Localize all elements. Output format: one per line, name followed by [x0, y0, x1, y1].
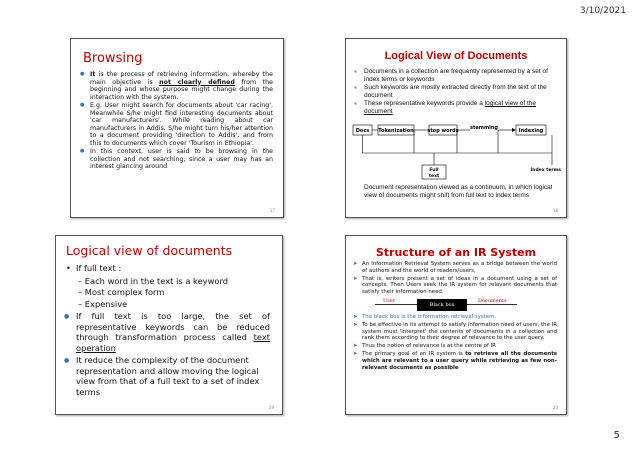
bullet-text: If full text is too large, the set of representative keywords can be reduced through transformation process called	[76, 311, 270, 342]
stopwords-label: stop words	[427, 128, 459, 134]
bullet-text: The primary goal of an IR system is	[362, 350, 466, 357]
bullet-item: ➤ The black box is the information retrieval system.	[353, 314, 557, 321]
print-date: 3/10/2021	[579, 6, 626, 16]
docs-label: Docs	[355, 128, 370, 134]
bullet-item: ➤ Thus the notion of relevance is at the centre of IR	[353, 343, 557, 350]
bullet-text: from the beginning and whose purpose might change during the interaction with the system.	[90, 78, 273, 101]
bullet-item: ● In this context, user is said to be browsing in the collection and not searching, since a user may has an interest glancing around	[79, 148, 273, 171]
slide-logical-view	[345, 38, 567, 218]
bold-text: to retrieve all the documents which are relevant to a user query while retrieving as few non-relevant documents as possible	[362, 350, 558, 371]
slide-body	[353, 261, 557, 372]
connector-line	[375, 304, 417, 305]
slide-body	[79, 71, 273, 172]
black-box: Black box	[417, 299, 467, 311]
bullet-item	[79, 71, 273, 101]
bullet-item	[64, 311, 270, 353]
slide-logical-view-2	[55, 235, 283, 415]
sub-bullet-item: – Each word in the text is a keyword	[78, 275, 228, 286]
slide-body	[354, 68, 554, 116]
bullet-item	[354, 100, 554, 116]
black-box-diagram	[353, 298, 557, 312]
sub-bullet-item: – Most complex form	[78, 287, 165, 297]
slide-title: Logical View of Documents	[384, 50, 528, 62]
slide-browsing	[70, 38, 284, 218]
tokenization-label: Tokenization	[378, 128, 414, 134]
slide-number: 20	[552, 405, 558, 410]
slide-number: 17	[269, 208, 275, 213]
bullet-item: ● E.g. User might search for documents about 'car racing'. Meanwhile S/he might find interesting documents about 'car manufacturers'. While reading about car manufacturers in Addis, S/he might turn his/her attention to a document providing 'direction to Addis', and from this to documents which cover 'Tourism in Ethiopia'.	[79, 102, 273, 147]
bullet-item: ➤ An Information Retrieval System serves as a bridge between the world of authors and the world of readers/users,	[353, 261, 557, 275]
bold-lead: It	[90, 71, 96, 78]
bullet-text: is the process of retrieving information, whereby the main objective is	[90, 71, 273, 86]
slide-title: Structure of an IR System	[375, 246, 537, 259]
slide-title: Logical view of documents	[66, 243, 233, 258]
slide-title: Browsing	[83, 51, 143, 66]
arrowhead	[512, 128, 516, 132]
slide-ir-structure	[345, 235, 567, 415]
slide-number: 19	[268, 405, 274, 410]
bullet-item: ● It reduce the complexity of the document representation and allow moving the logical view from that of a full text to a set of index terms	[64, 355, 270, 397]
underlined-term: text operation	[76, 332, 270, 353]
user-label: User	[383, 297, 396, 304]
slide-body	[64, 263, 270, 397]
page-number: 5	[613, 430, 620, 441]
bullet-item: ➤ That is, writers present a set of ideas in a document using a set of concepts. Then Users seek the IR system for relevant documents that satisfy their information need.	[353, 276, 557, 296]
indexterms-label: Index terms	[530, 168, 561, 173]
underlined-term: logical view of the document	[364, 100, 536, 115]
bullet-item: Document representation viewed as a continuum, in which logical view of documents might shift from full text to index terms	[364, 184, 553, 199]
fulltext-label-1: Full	[429, 168, 439, 173]
bullet-item: • If full text :	[64, 263, 270, 274]
stemming-label: stemming	[469, 125, 499, 131]
emphasis-text: not clearly defined	[159, 78, 235, 86]
bullet-item	[353, 351, 557, 371]
indexing-label: Indexing	[518, 128, 544, 134]
sub-bullet-item: – Expensive	[78, 298, 128, 309]
bullet-item: ● Such keywords are mostly extracted directly from the text of the document	[354, 84, 554, 100]
bullet-text: These representative keywords provide a	[364, 100, 485, 107]
bullet-item: ➤ To be effective in its attempt to satisfy information need of users, the IR system must 'interpret' the contents of documents in a collection and rank them according to their degree of relevance to the user query.	[353, 322, 557, 342]
slide-number: 18	[552, 208, 558, 213]
documents-label: Documents	[478, 297, 507, 304]
doc-processing-diagram	[352, 123, 562, 183]
bullet-item: ● Documents in a collection are frequently represented by a set of index terms or keywords	[354, 68, 554, 84]
fulltext-label-2: text	[428, 174, 440, 179]
slide-body-lower	[354, 184, 554, 200]
